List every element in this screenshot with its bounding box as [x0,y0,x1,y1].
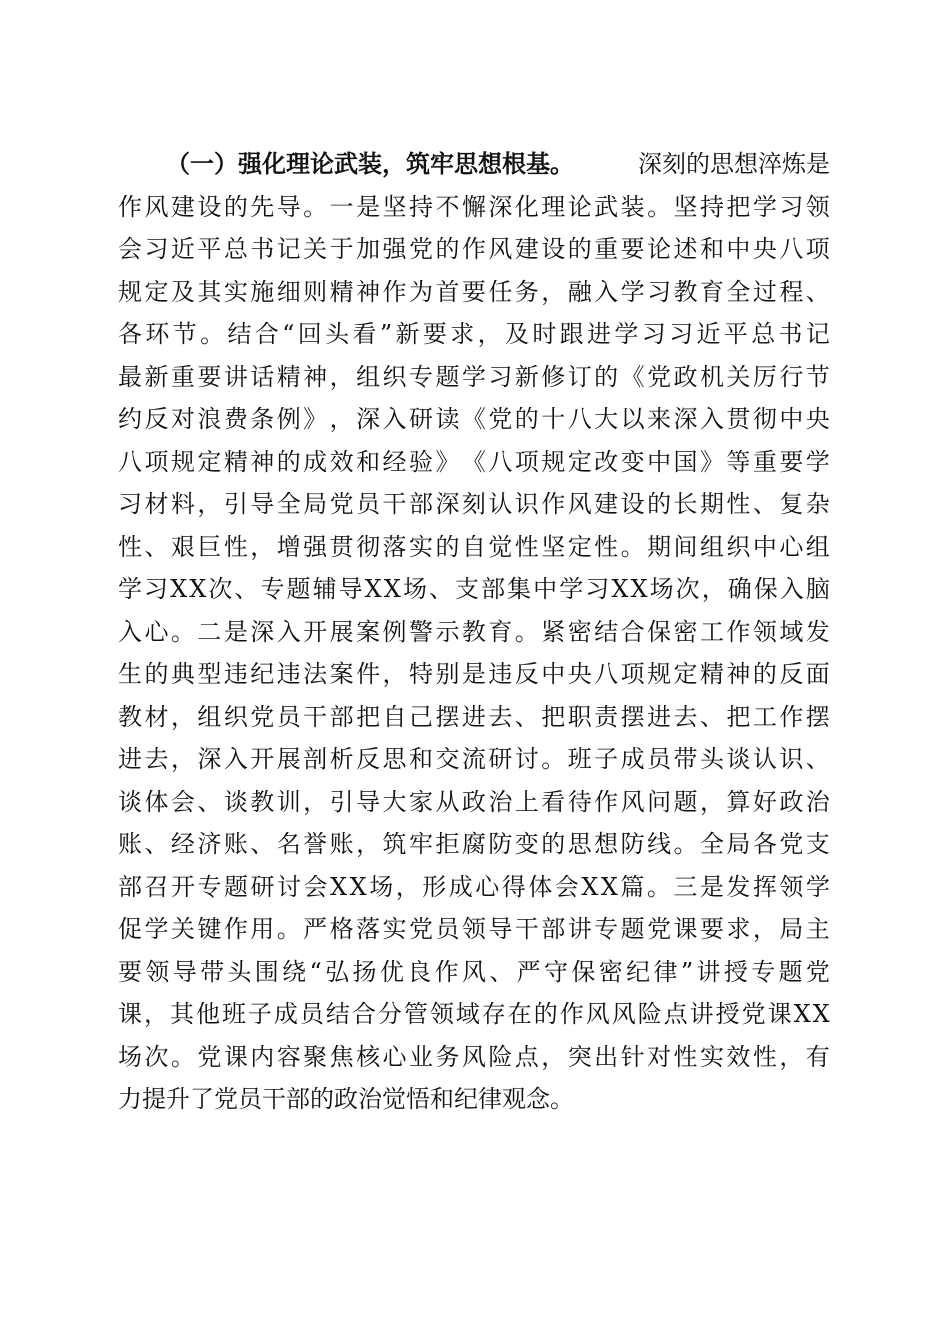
body-paragraph [118,143,830,1121]
text-line: 各 环 节 。 结 合 “ 回 头 看 ” 新 要 求 ， 及 时 跟 进 学 习 习 近 平 总 书 记 [118,320,830,348]
text-line-1-rest: 深刻的思想淬炼是 [638,150,830,178]
text-line: 最 新 重 要 讲 话 精 神 ， 组 织 专 题 学 习 新 修 订 的 《 党 政 机 关 厉 行 节 [118,362,830,391]
text-line: 性 、 艰 巨 性 ， 增 强 贯 彻 落 实 的 自 觉 性 坚 定 性 。 期 间 组 织 中 心 组 [118,532,830,561]
text-line-1 [118,143,830,186]
section-heading: （一）强化理论武装，筑牢思想根基。 [166,149,574,178]
text-line: 约 反 对 浪 费 条 例 》 ， 深 入 研 读 《 党 的 十 八 大 以 来 深 入 贯 彻 中 央 [118,405,830,433]
text-line: 教 材 ， 组 织 党 员 干 部 把 自 己 摆 进 去 、 把 职 责 摆 进 去 、 把 工 作 摆 [118,702,830,731]
text-line: 八 项 规 定 精 神 的 成 效 和 经 验 》 《 八 项 规 定 改 变 中 国 》 等 重 要 学 [118,447,830,476]
text-line: 作 风 建 设 的 先 导 。 一 是 坚 持 不 懈 深 化 理 论 武 装 。 坚 持 把 学 习 领 [118,192,830,221]
text-line: 入 心 。 二 是 深 入 开 展 案 例 警 示 教 育 。 紧 密 结 合 保 密 工 作 领 域 发 [118,617,830,646]
text-line: 学 习 X X 次 、 专 题 辅 导 X X 场 、 支 部 集 中 学 习 X X 场 次 ， 确 保 入 脑 [118,575,830,603]
text-line: 账 、 经 济 账 、 名 誉 账 ， 筑 牢 拒 腐 防 变 的 思 想 防 线 。 全 局 各 党 支 [118,830,830,858]
text-line: 要 领 导 带 头 围 绕 “ 弘 扬 优 良 作 风 、 严 守 保 密 纪 律 ” 讲 授 专 题 党 [118,957,830,986]
text-line: 习 材 料 ， 引 导 全 局 党 员 干 部 深 刻 认 识 作 风 建 设 的 长 期 性 、 复 杂 [118,490,830,518]
text-line: 规 定 及 其 实 施 细 则 精 神 作 为 首 要 任 务 ， 融 入 学 习 教 育 全 过 程 、 [118,277,830,306]
text-line: 生 的 典 型 违 纪 违 法 案 件 ， 特 别 是 违 反 中 央 八 项 规 定 精 神 的 反 面 [118,660,830,688]
text-line: 部 召 开 专 题 研 讨 会 X X 场 ， 形 成 心 得 体 会 X X 篇 。 三 是 发 挥 领 学 [118,872,830,901]
text-line: 场 次 。 党 课 内 容 聚 焦 核 心 业 务 风 险 点 ， 突 出 针 对 性 实 效 性 ， 有 [118,1042,830,1071]
text-line: 进 去 ， 深 入 开 展 剖 析 反 思 和 交 流 研 讨 。 班 子 成 员 带 头 谈 认 识 、 [118,745,830,773]
text-line: 谈 体 会 、 谈 教 训 ， 引 导 大 家 从 政 治 上 看 待 作 风 问 题 ， 算 好 政 治 [118,787,830,816]
text-line: 促 学 关 键 作 用 。 严 格 落 实 党 员 领 导 干 部 讲 专 题 党 课 要 求 ， 局 主 [118,915,830,943]
text-line-last: 力提升了党员干部的政治觉悟和纪律观念。 [118,1085,574,1113]
text-line: 会 习 近 平 总 书 记 关 于 加 强 党 的 作 风 建 设 的 重 要 论 述 和 中 央 八 项 [118,235,830,263]
text-line: 课 ， 其 他 班 子 成 员 结 合 分 管 领 域 存 在 的 作 风 风 险 点 讲 授 党 课 X X [118,1000,830,1028]
